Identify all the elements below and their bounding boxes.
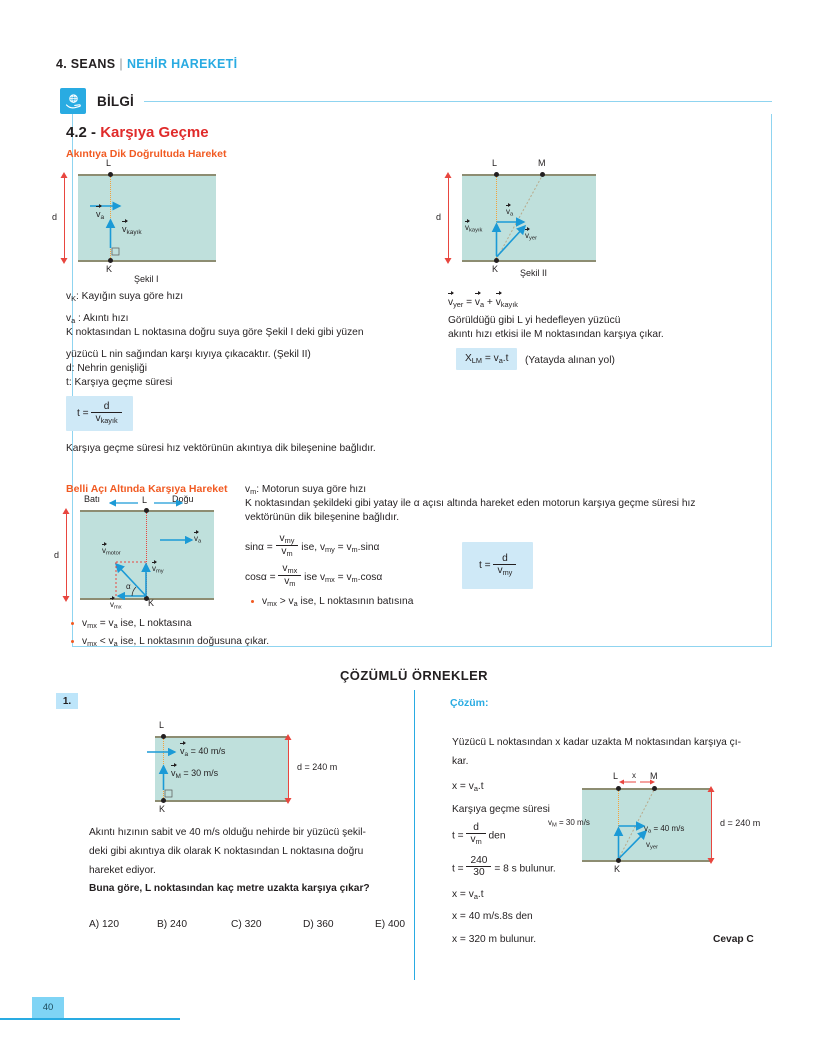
point-l-marker: [616, 786, 621, 791]
formula-xlm-note: (Yatayda alınan yol): [525, 355, 615, 366]
question-label-vm: $v_M = 30$ m/s: [171, 768, 219, 780]
text-bullet-equal: $v_{mx} = v_a$ ise, L noktasına: [82, 618, 192, 631]
text-vector-equation: $v_{yer} = v_a + v_{kayık}$: [448, 297, 518, 310]
figure3-west-label: Batı: [84, 494, 101, 504]
figure2-dim-label: d: [436, 212, 442, 222]
formula-sin-alpha: sinα = $\frac{v_{my}}{v_m}$ ise, $v_{my} = v_m.\sin\alpha$: [245, 533, 380, 559]
figure3-vector-motor-label: $v_{motor}$: [102, 546, 121, 557]
text-vk-definition: $v_K$: Kayığın suya göre hızı: [66, 291, 184, 304]
solution-line-6: t = $\frac{240}{30}$ = 8 s bulunur.: [452, 855, 556, 879]
figure3-vector-mx-label: $v_{mx}$: [110, 600, 122, 611]
solution-line-1: Yüzücü L noktasından x kadar uzakta M noktasından karşıya çı-: [452, 737, 741, 748]
figure1-vector-boat-label: $v_{kayık}$: [122, 224, 142, 236]
solution-gap-label: x: [632, 771, 636, 780]
info-box-title: BİLGİ: [97, 93, 134, 109]
figure1-vector-current-label: $v_a$: [96, 209, 105, 221]
text-bullet-west: $v_{mx} > v_a$ ise, L noktasının batısına: [262, 596, 414, 609]
figure3-vector-my-label: $v_{my}$: [152, 564, 164, 575]
figure-angle-crossing: [54, 494, 214, 611]
solution-line-5: t = $\frac{d}{v_m}$ den: [452, 822, 506, 847]
figure3-angle-label: α: [126, 582, 131, 591]
text-bullet-east: $v_{mx} < v_a$ ise, L noktasının doğusuna çıkar.: [82, 636, 270, 649]
formula-xlm: $X_{LM} = v_a.t$: [456, 348, 517, 370]
point-l-marker: [494, 172, 499, 177]
question-number-badge: 1.: [56, 693, 78, 709]
bullet-marker: [71, 640, 74, 643]
figure2-point-k: K: [492, 264, 499, 274]
figure2-vector-ground-label: $v_{yer}$: [525, 231, 537, 242]
solution-line-7: $x = v_a.t$: [452, 889, 484, 902]
text-vm-definition: $v_m$: Motorun suya göre hızı: [245, 484, 367, 497]
figure2-point-m: M: [538, 158, 546, 168]
formula-crossing-time: t = $\frac{d}{v_{kayık}}$: [66, 396, 133, 431]
choice-b[interactable]: B) 240: [157, 919, 188, 930]
figure1-point-k: K: [106, 264, 113, 274]
figure3-east-label: Doğu: [172, 494, 194, 504]
figure2-point-l: L: [492, 158, 498, 168]
solution-line-9: x = 320 m bulunur.: [452, 934, 537, 945]
solution-answer: Cevap C: [713, 934, 754, 945]
solution-line-4: Karşıya geçme süresi: [452, 804, 550, 815]
question-point-l: L: [159, 720, 165, 730]
solution-label: Çözüm:: [450, 697, 489, 709]
figure3-vector-current-label: $v_a$: [194, 534, 202, 545]
formula-cos-alpha: cosα = $\frac{v_{mx}}{v_m}$ ise $v_{mx} = v_m.\cos\alpha$: [245, 563, 383, 589]
header-separator: |: [119, 57, 123, 71]
figure3-point-l: L: [142, 495, 148, 505]
solution-line-2: kar.: [452, 756, 469, 767]
subheading-perpendicular: Akıntıya Dik Doğrultuda Hareket: [66, 148, 227, 160]
page-number-badge: 40: [32, 997, 64, 1018]
question-text-1: Akıntı hızının sabit ve 40 m/s olduğu nehirde bir yüzücü şekil-: [89, 827, 366, 838]
point-m-marker: [540, 172, 545, 177]
choice-e[interactable]: E) 400: [375, 919, 406, 930]
choice-a[interactable]: A) 120: [89, 919, 120, 930]
figure-solution: [548, 771, 761, 874]
bullet-marker: [251, 600, 254, 603]
figure-sekil-1: [52, 158, 218, 284]
question-text-3: hareket ediyor.: [89, 865, 156, 876]
solution-label-vyer: $v_{yer}$: [646, 840, 658, 851]
text-va-definition: $v_a$ : Akıntı hızı: [66, 313, 129, 326]
examples-section-title: ÇÖZÜMLÜ ÖRNEKLER: [340, 668, 488, 683]
figure1-dim-label: d: [52, 212, 58, 222]
figure2-vector-boat-label: $v_{kayık}$: [465, 223, 483, 234]
figure1-caption: Şekil I: [134, 274, 159, 284]
point-m-marker: [652, 786, 657, 791]
text-para-2: yüzücü L nin sağından karşı kıyıya çıkacaktır. (Şekil II): [66, 349, 311, 360]
info-box-rule: [144, 101, 772, 102]
figure-sekil-2: [436, 158, 598, 278]
figure-question: [155, 720, 338, 814]
point-k-marker: [616, 858, 621, 863]
solution-dim-label: d = 240 m: [720, 818, 761, 828]
bullet-marker: [71, 622, 74, 625]
figure3-dim-label: d: [54, 550, 60, 560]
solution-line-3: $x = v_a.t$: [452, 781, 484, 794]
solution-point-k: K: [614, 864, 621, 874]
info-box-header: [60, 88, 772, 114]
question-label-va: $v_a = 40$ m/s: [180, 746, 226, 758]
figure2-caption: Şekil II: [520, 268, 548, 278]
page-header: [56, 57, 237, 71]
point-k-marker: [494, 258, 499, 263]
solution-line-8: x = 40 m/s.8s den: [452, 911, 533, 922]
text-para-1: K noktasından L noktasına doğru suya göre Şekil I deki gibi yüzen: [66, 327, 364, 338]
topic-label: NEHİR HAREKETİ: [126, 57, 238, 71]
figure3-point-k: K: [148, 598, 155, 608]
solution-point-m: M: [650, 771, 658, 781]
section-title: Karşıya Geçme: [100, 124, 209, 141]
choice-c[interactable]: C) 320: [231, 919, 262, 930]
solution-label-va: $v_a = 40$ m/s: [644, 824, 685, 835]
text-t-definition: t: Karşıya geçme süresi: [66, 377, 173, 388]
formula-crossing-time-angle: t = $\frac{d}{v_{my}}$: [462, 542, 533, 589]
text-closing-note: Karşıya geçme süresi hız vektörünün akıntıya dik bileşenine bağlıdır.: [66, 443, 376, 454]
text-angle-para-1: K noktasından şekildeki gibi yatay ile α açısı altında hareket eden motorun karşıya geçme süresi hız: [245, 498, 696, 509]
question-dim-label: d = 240 m: [297, 762, 338, 772]
section-heading: [66, 124, 209, 141]
solution-label-vm: $v_M = 30$ m/s: [548, 818, 590, 829]
question-prompt: Buna göre, L noktasından kaç metre uzakta karşıya çıkar?: [89, 883, 370, 894]
section-number: 4.2 -: [66, 124, 101, 141]
figure1-point-l: L: [106, 158, 112, 168]
text-angle-para-2: vektörünün dik bileşenine bağlıdır.: [245, 512, 400, 523]
text-right-para-1: Görüldüğü gibi L yi hedefleyen yüzücü: [448, 315, 621, 326]
choice-d[interactable]: D) 360: [303, 919, 334, 930]
question-text-2: deki gibi akıntıya dik olarak K noktasından L noktasına doğru: [89, 846, 364, 857]
subheading-angle: Belli Açı Altında Karşıya Hareket: [66, 483, 228, 495]
column-divider: [414, 690, 415, 980]
text-d-definition: d: Nehrin genişliği: [66, 363, 147, 374]
text-right-para-2: akıntı hızı etkisi ile M noktasından karşıya çıkar.: [448, 329, 664, 340]
session-label: 4. SEANS: [56, 57, 116, 71]
footer-rule: [0, 1018, 180, 1020]
globe-in-hand-icon: [60, 88, 86, 114]
question-point-k: K: [159, 804, 166, 814]
figure2-vector-current-label: $v_a$: [506, 207, 514, 218]
solution-point-l: L: [613, 771, 619, 781]
